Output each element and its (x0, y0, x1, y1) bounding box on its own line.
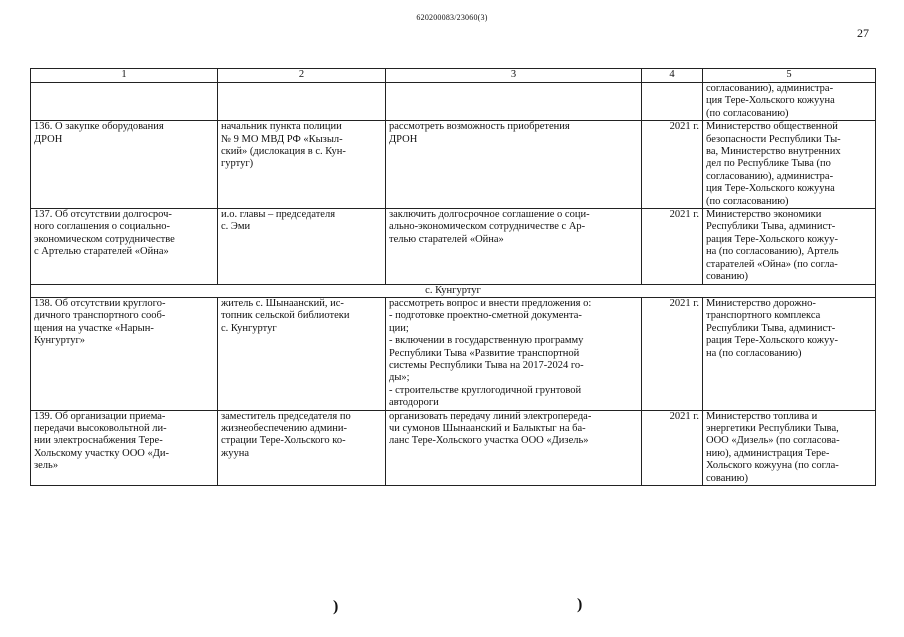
text-line: - строительстве круглогодичной грунтовой (389, 384, 582, 396)
text-line: зель» (34, 460, 59, 472)
text-line: Кунгуртуг» (34, 335, 86, 347)
page-number: 27 (857, 26, 869, 40)
text-line: Министерство дорожно- (706, 297, 816, 309)
column-number: 4 (642, 69, 703, 83)
column-number: 5 (703, 69, 876, 83)
table-row (31, 121, 876, 209)
text-line: Министерство общественной (706, 121, 838, 133)
text-line: транспортного комплекса (706, 310, 821, 322)
text-line: чи сумонов Шынаанский и Балыктыг на ба- (389, 422, 586, 434)
text-line: ция Тере-Хольского кожууна (706, 95, 835, 107)
cell-initiator (218, 121, 386, 209)
cell-issue (31, 209, 218, 284)
cell-issue (31, 297, 218, 410)
text-line: 139. Об организации приема- (34, 410, 166, 422)
text-line: согласованию), администра- (706, 170, 834, 182)
cell-responsible (703, 410, 876, 485)
cell-action (386, 209, 642, 284)
text-line: и.о. главы – председателя (221, 209, 336, 221)
text-line: ДРОН (34, 133, 63, 145)
text-line: - подготовке проектно-сметной документа- (389, 310, 582, 322)
text-line: гуртуг) (221, 158, 254, 170)
text-line: начальник пункта полиции (221, 121, 342, 133)
cell-action (386, 121, 642, 209)
table-row (31, 297, 876, 410)
cell-action (386, 297, 642, 410)
cell-responsible (703, 121, 876, 209)
column-number: 3 (386, 69, 642, 83)
text-line: энергетики Республики Тыва, (706, 422, 839, 434)
text-line: системы Республики Тыва на 2017-2024 го- (389, 359, 584, 371)
cell-deadline: 2021 г. (642, 410, 703, 485)
text-line: заместитель председателя по (221, 410, 351, 422)
text-line: дел по Республике Тыва (по (706, 158, 831, 170)
section-row (31, 284, 876, 297)
section-heading: с. Кунгуртуг (31, 284, 876, 297)
text-line: жууна (221, 447, 250, 459)
text-line: старателей «Ойна» (по согла- (706, 258, 838, 270)
cell-deadline: 2021 г. (642, 209, 703, 284)
text-line: ООО «Дизель» (по согласова- (706, 435, 840, 447)
cell-issue (31, 83, 218, 121)
text-line: ва, Министерство внутренних (706, 146, 841, 158)
cell-action (386, 83, 642, 121)
text-line: Республики Тыва, админист- (706, 322, 836, 334)
text-line: рация Тере-Хольского кожуу- (706, 233, 838, 245)
text-line: на (по согласованию) (706, 347, 802, 359)
continuation-row (31, 83, 876, 121)
cell-initiator (218, 410, 386, 485)
text-line: ально-экономическом сотрудничестве с Ар- (389, 221, 586, 233)
cell-initiator (218, 209, 386, 284)
text-line: (по согласованию) (706, 107, 789, 119)
table-row (31, 410, 876, 485)
cell-responsible (703, 209, 876, 284)
text-line: № 9 МО МВД РФ «Кызыл- (221, 133, 343, 145)
text-line: рация Тере-Хольского кожуу- (706, 335, 838, 347)
text-line: организовать передачу линий электропереда- (389, 410, 592, 422)
text-line: ДРОН (389, 133, 418, 145)
column-number-row (31, 69, 876, 83)
text-line: Республики Тыва, админист- (706, 221, 836, 233)
text-line: с Артелью старателей «Ойна» (34, 246, 169, 258)
text-line: 136. О закупке оборудования (34, 121, 164, 133)
text-line: (по согласованию) (706, 195, 789, 207)
cell-initiator (218, 297, 386, 410)
table-row (31, 209, 876, 284)
text-line: ция Тере-Хольского кожууна (706, 183, 835, 195)
text-line: ции; (389, 322, 409, 334)
text-line: ланс Тере-Хольского участка ООО «Дизель» (389, 435, 589, 447)
text-line: сованию) (706, 271, 748, 283)
margin-mark: ) (577, 596, 583, 613)
cell-initiator (218, 83, 386, 121)
text-line: с. Кунгуртуг (221, 322, 277, 334)
text-line: житель с. Шынаанский, ис- (221, 297, 344, 309)
measures-table (30, 68, 876, 486)
text-line: на (по согласованию), Артель (706, 246, 839, 258)
text-line: топник сельской библиотеки (221, 310, 350, 322)
cell-action (386, 410, 642, 485)
text-line: с. Эми (221, 221, 251, 233)
text-line: нии электроснабжения Тере- (34, 435, 163, 447)
text-line: телью старателей «Ойна» (389, 233, 504, 245)
text-line: нию), администрация Тере- (706, 447, 830, 459)
text-line: дичного транспортного сооб- (34, 310, 166, 322)
cell-deadline (642, 83, 703, 121)
cell-responsible (703, 297, 876, 410)
text-line: - включении в государственную программу (389, 335, 584, 347)
cell-responsible (703, 83, 876, 121)
text-line: передачи высоковольтной ли- (34, 422, 167, 434)
margin-mark: ) (333, 598, 339, 615)
text-line: щения на участке «Нарын- (34, 322, 154, 334)
text-line: ды»; (389, 372, 410, 384)
text-line: рассмотреть вопрос и внести предложения о: (389, 297, 592, 309)
text-line: Министерство топлива и (706, 410, 818, 422)
text-line: заключить долгосрочное соглашение о соци- (389, 209, 590, 221)
text-line: страции Тере-Хольского ко- (221, 435, 346, 447)
text-line: 138. Об отсутствии круглого- (34, 297, 166, 309)
text-line: Министерство экономики (706, 209, 822, 221)
text-line: сованию) (706, 472, 748, 484)
text-line: Республики Тыва «Развитие транспортной (389, 347, 580, 359)
text-line: Хольскому участку ООО «Ди- (34, 447, 170, 459)
text-line: безопасности Республики Ты- (706, 133, 841, 145)
cell-issue (31, 121, 218, 209)
cell-deadline: 2021 г. (642, 297, 703, 410)
cell-issue (31, 410, 218, 485)
text-line: экономическом сотрудничестве (34, 233, 175, 245)
column-number: 1 (31, 69, 218, 83)
cell-deadline: 2021 г. (642, 121, 703, 209)
text-line: 137. Об отсутствии долгосроч- (34, 209, 172, 221)
document-code: 620200083/23060(3) (416, 13, 488, 22)
column-number: 2 (218, 69, 386, 83)
text-line: автодороги (389, 397, 439, 409)
text-line: согласованию), администра- (706, 83, 834, 94)
text-line: жизнеобеспечению админи- (221, 422, 348, 434)
text-line: ский» (дислокация в с. Кун- (221, 146, 346, 158)
text-line: ного соглашения о социально- (34, 221, 170, 233)
text-line: Хольского кожууна (по согла- (706, 460, 839, 472)
text-line: рассмотреть возможность приобретения (389, 121, 570, 133)
